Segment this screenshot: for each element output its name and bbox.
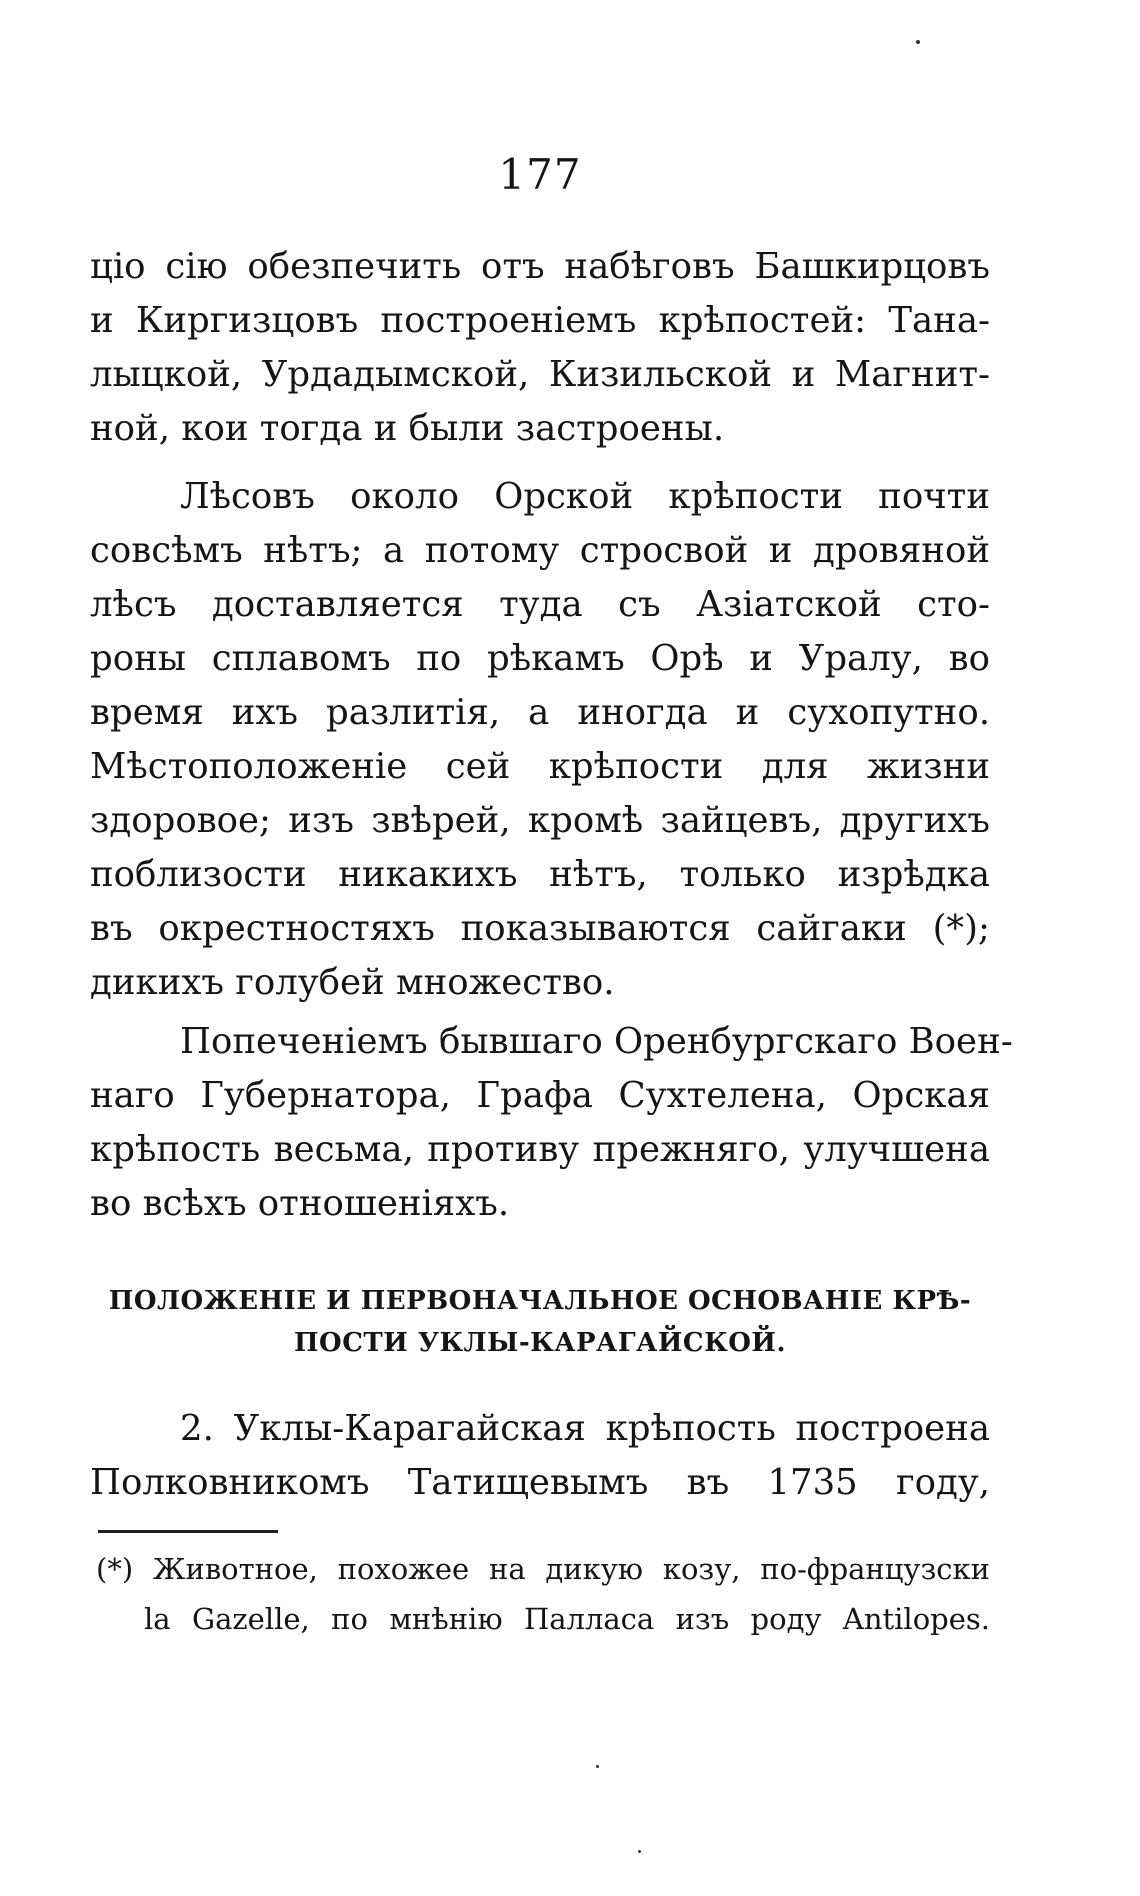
text-line: дикихъ голубей множество. [90, 962, 615, 1003]
paragraph-3 [90, 1015, 1013, 1231]
text-line: во всѣхъ отношеніяхъ. [90, 1183, 510, 1224]
text-line: въ окрестностяхъ показываются сайгаки (*); [90, 908, 990, 949]
text-line: поблизости никакихъ нѣтъ, только изрѣдка [90, 854, 990, 895]
text-line: роны сплавомъ по рѣкамъ Орѣ и Уралу, во [90, 638, 990, 679]
heading-line: ПОСТИ УКЛЫ-КАРАГАЙСКОЙ. [294, 1328, 786, 1358]
text-line: Полковникомъ Татищевымъ въ 1735 году, [90, 1462, 990, 1503]
text-line: лыцкой, Урдадымской, Кизильской и Магнит- [90, 354, 990, 395]
print-speck [638, 1850, 641, 1853]
print-speck [916, 40, 920, 44]
footnote-divider [98, 1530, 278, 1533]
text-line: крѣпость весьма, противу прежняго, улучшена [90, 1129, 990, 1170]
text-line: наго Губернатора, Графа Сухтелена, Орская [90, 1075, 990, 1116]
text-line: и Киргизцовъ построеніемъ крѣпостей: Тана- [90, 300, 990, 341]
text-line: Мѣстоположеніе сей крѣпости для жизни [90, 746, 990, 787]
footnote-line: la Gazelle, по мнѣнію Палласа изъ роду Antilopes. [144, 1602, 990, 1636]
footnote [96, 1544, 990, 1644]
footnote-line: (*) Животное, похожее на дикую козу, по-французски [96, 1552, 990, 1586]
text-line: лѣсъ доставляется туда съ Азіатской сто- [90, 584, 990, 625]
text-line: совсѣмъ нѣтъ; а потому стросвой и дровяной [90, 530, 990, 571]
paragraph-4 [90, 1402, 990, 1510]
text-line: ной, кои тогда и были застроены. [90, 408, 725, 449]
heading-line: ПОЛОЖЕНІЕ И ПЕРВОНАЧАЛЬНОЕ ОСНОВАНІЕ КРѢ- [108, 1286, 972, 1316]
text-line: ціо сію обезпечить отъ набѣговъ Башкирцовъ [90, 246, 990, 287]
text-line: Попеченіемъ бывшаго Оренбургскаго Воен- [180, 1021, 1013, 1062]
text-line: здоровое; изъ звѣрей, кромѣ зайцевъ, другихъ [90, 800, 990, 841]
paragraph-2 [90, 470, 990, 1010]
print-speck [596, 1765, 599, 1768]
text-line: Лѣсовъ около Орской крѣпости почти [180, 476, 990, 517]
page-number: 177 [498, 150, 582, 199]
text-line: время ихъ разлитія, а иногда и сухопутно. [90, 692, 990, 733]
text-line: 2. Уклы-Карагайская крѣпость построена [180, 1408, 990, 1449]
section-heading [90, 1280, 990, 1364]
paragraph-1 [90, 240, 990, 456]
